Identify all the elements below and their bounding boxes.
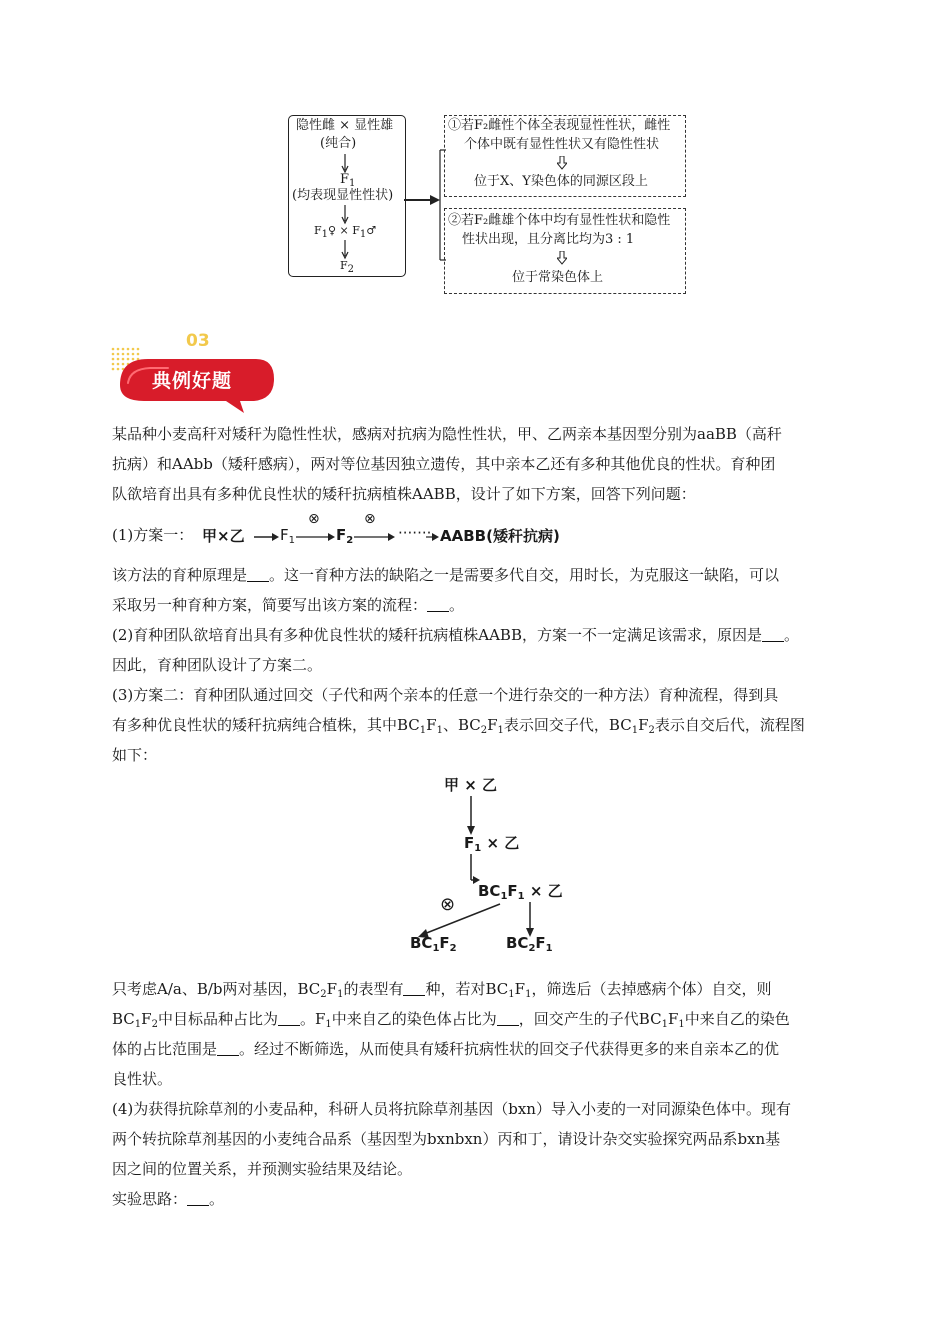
- part-1-label: (1)方案一：: [112, 526, 194, 544]
- down-arrow-icon: [466, 796, 476, 836]
- case-1-line-2: 个体中既有显性性状又有隐性性状: [464, 137, 660, 152]
- scheme-dots: ·······: [398, 524, 432, 542]
- case-2-line-2: 性状出现，且分离比均为3 : 1: [462, 232, 635, 247]
- badge-number: 03: [186, 331, 210, 351]
- part-2-line-2: 因此，育种团队设计了方案二。: [112, 656, 323, 674]
- part-3-line-2: 有多种优良性状的矮秆抗病纯合植株，其中$BC_1F_1$、$BC_2F_1$表示回交子代，$BC_1F_2$表示自交后代，流程图: [112, 716, 805, 736]
- scheme-f2: $F_2$: [336, 526, 354, 546]
- scheme-f1: $F_1$: [280, 526, 296, 546]
- part-4-line-4: 实验思路： 。: [112, 1190, 225, 1208]
- part-4-line-1: (4)为获得抗除草剂的小麦品种，科研人员将抗除草剂基因（bxn）导入小麦的一对同源染色体中。现有: [112, 1100, 791, 1118]
- selfing-symbol-2: ⊗: [364, 511, 376, 527]
- right-arrow-icon: [354, 531, 396, 543]
- scheme-parents: 甲×乙: [202, 527, 245, 545]
- part-3-question-4: 良性状。: [112, 1070, 173, 1088]
- case-2-line-1: ②若F₂雌雄个体中均有显性性状和隐性: [448, 213, 671, 228]
- f2-label: $F_2$: [340, 259, 355, 275]
- hollow-down-arrow-icon: [557, 156, 567, 170]
- parent-cross-label: 隐性雌 × 显性雄: [296, 118, 394, 133]
- part-3-question-3: 体的占比范围是 。经过不断筛选，从而使具有矮秆抗病性状的回交子代获得更多的来自亲本乙的优: [112, 1040, 780, 1058]
- down-arrow-icon: [340, 240, 350, 260]
- selfing-symbol-1: ⊗: [308, 511, 320, 527]
- flow-row-1: 甲 × 乙: [444, 776, 498, 794]
- f1-cross-label: $F_1♀$ × $F_1♂$: [314, 224, 377, 240]
- flow-row-2: $F_1$ × 乙: [464, 834, 520, 854]
- part-3-question-2: $BC_1F_2$中目标品种占比为 。$F_1$中来自乙的染色体占比为 ，回交产生的子代$BC_1F_1$中来自乙的染色: [112, 1010, 790, 1030]
- inheritance-diagram: [288, 112, 690, 296]
- intro-line-1: 某品种小麦高秆对矮秆为隐性性状，感病对抗病为隐性性状，甲、乙两亲本基因型分别为aaBB（高秆: [112, 425, 782, 443]
- part-1-line-a: 该方法的育种原理是 。这一育种方法的缺陷之一是需要多代自交，用时长，为克服这一缺陷，可以: [112, 566, 780, 584]
- scheme-one-diagram: [200, 511, 600, 553]
- case-1-line-1: ①若F₂雌性个体全表现显性性状，雌性: [448, 118, 671, 133]
- intro-line-3: 队欲培育出具有多种优良性状的矮秆抗病植株AABB，设计了如下方案，回答下列问题：: [112, 485, 696, 503]
- flow-bc1f2: $BC_1F_2$: [410, 934, 457, 954]
- f1-note: (均表现显性性状): [292, 188, 394, 203]
- flow-bc2f1: $BC_2F_1$: [506, 934, 553, 954]
- case-1-result: 位于X、Y染色体的同源区段上: [474, 174, 648, 189]
- part-3-line-3: 如下：: [112, 746, 158, 764]
- f1-label: $F_1$: [340, 172, 356, 189]
- branch-arrow-icon: [404, 142, 446, 272]
- right-arrow-icon: [426, 531, 440, 543]
- flow-row-3: $BC_1F_1$ × 乙: [478, 882, 563, 902]
- intro-line-2: 抗病）和AAbb（矮秆感病），两对等位基因独立遗传，其中亲本乙还有多种其他优良的性状。育种团: [112, 455, 776, 473]
- part-4-line-3: 因之间的位置关系，并预测实验结果及结论。: [112, 1160, 413, 1178]
- part-2-line-1: (2)育种团队欲培育出具有多种优良性状的矮秆抗病植株AABB，方案一不一定满足该需求，原因是 。: [112, 626, 799, 644]
- right-arrow-icon: [296, 531, 336, 543]
- part-4-line-2: 两个转抗除草剂基因的小麦纯合品系（基因型为bxnbxn）丙和丁，请设计杂交实验探究两品系bxn基: [112, 1130, 781, 1148]
- right-arrow-icon: [254, 531, 280, 543]
- part-3-line-1: (3)方案二：育种团队通过回交（子代和两个亲本的任意一个进行杂交的一种方法）育种流程，得到具: [112, 686, 779, 704]
- part-1-line-b: 采取另一种育种方案，简要写出该方案的流程： 。: [112, 596, 465, 614]
- down-arrow-icon: [340, 154, 350, 174]
- case-2-result: 位于常染色体上: [512, 270, 604, 285]
- part-3-question-1: 只考虑A/a、B/b两对基因，$BC_2F_1$的表型有 种，若对$BC_1F_1$，筛选后（去掉感病个体）自交，则: [112, 980, 772, 1000]
- selfing-symbol: ⊗: [440, 894, 456, 915]
- scheme-result: AABB(矮秆抗病): [440, 527, 560, 545]
- hollow-down-arrow-icon: [557, 251, 567, 265]
- badge-title: 典例好题: [152, 370, 233, 392]
- down-arrow-icon: [340, 205, 350, 225]
- backcross-flowchart: [400, 770, 580, 962]
- section-badge: [108, 333, 278, 415]
- pure-label: (纯合): [320, 136, 357, 151]
